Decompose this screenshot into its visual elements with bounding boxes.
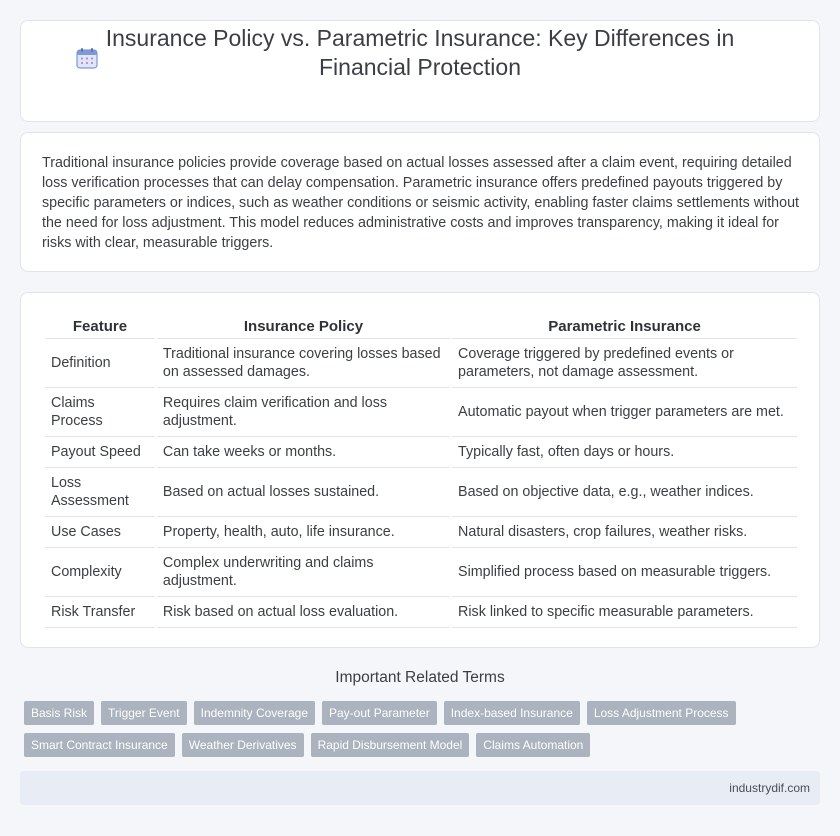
tag-loss-adjustment-process[interactable]: Loss Adjustment Process bbox=[587, 701, 736, 725]
policy-cell: Risk based on actual loss evaluation. bbox=[157, 597, 450, 628]
header-feature: Feature bbox=[45, 313, 155, 339]
footer-site[interactable]: industrydif.com bbox=[729, 781, 810, 795]
tag-claims-automation[interactable]: Claims Automation bbox=[476, 733, 590, 757]
feature-cell: Loss Assessment bbox=[45, 468, 155, 517]
feature-cell: Use Cases bbox=[45, 517, 155, 548]
footer bbox=[20, 771, 820, 805]
tag-smart-contract-insurance[interactable]: Smart Contract Insurance bbox=[24, 733, 175, 757]
parametric-cell: Coverage triggered by predefined events or parameters, not damage assessment. bbox=[452, 339, 797, 388]
tag-trigger-event[interactable]: Trigger Event bbox=[101, 701, 187, 725]
feature-cell: Payout Speed bbox=[45, 437, 155, 468]
intro-text: Traditional insurance policies provide coverage based on actual losses assessed after a claim event, requiring detailed loss verification processes that can delay compensation. Parametric insurance offers predefined payouts triggered by specific parameters or indices, such as weather conditions or seismic activity, enabling faster claims settlements without the need for loss adjustment. This model reduces administrative costs and improves transparency, making it ideal for risks with clear, measurable triggers. bbox=[42, 155, 799, 251]
table-row bbox=[45, 339, 797, 388]
policy-cell: Based on actual losses sustained. bbox=[157, 468, 450, 517]
table-row bbox=[45, 517, 797, 548]
comparison-table bbox=[43, 313, 799, 628]
table-row bbox=[45, 548, 797, 597]
table-header-row bbox=[45, 313, 797, 339]
related-terms-title: Important Related Terms bbox=[335, 669, 505, 686]
page-title: Insurance Policy vs. Parametric Insurance: Key Differences in Financial Protection bbox=[105, 25, 735, 80]
tag-basis-risk[interactable]: Basis Risk bbox=[24, 701, 94, 725]
policy-cell: Requires claim verification and loss adjustment. bbox=[157, 388, 450, 437]
header-insurance-policy: Insurance Policy bbox=[157, 313, 450, 339]
title-wrap bbox=[0, 24, 840, 82]
feature-cell: Definition bbox=[45, 339, 155, 388]
table-row bbox=[45, 437, 797, 468]
tag-indemnity-coverage[interactable]: Indemnity Coverage bbox=[194, 701, 315, 725]
comparison-table-card bbox=[20, 292, 820, 648]
tag-rapid-disbursement-model[interactable]: Rapid Disbursement Model bbox=[311, 733, 470, 757]
table-row bbox=[45, 388, 797, 437]
parametric-cell: Based on objective data, e.g., weather indices. bbox=[452, 468, 797, 517]
parametric-cell: Natural disasters, crop failures, weather risks. bbox=[452, 517, 797, 548]
tag-row bbox=[24, 733, 824, 757]
intro-card bbox=[20, 132, 820, 272]
tag-pay-out-parameter[interactable]: Pay-out Parameter bbox=[322, 701, 437, 725]
tag-row bbox=[24, 701, 824, 725]
feature-cell: Claims Process bbox=[45, 388, 155, 437]
policy-cell: Traditional insurance covering losses based on assessed damages. bbox=[157, 339, 450, 388]
parametric-cell: Typically fast, often days or hours. bbox=[452, 437, 797, 468]
header-parametric-insurance: Parametric Insurance bbox=[452, 313, 797, 339]
policy-cell: Complex underwriting and claims adjustment. bbox=[157, 548, 450, 597]
tag-index-based-insurance[interactable]: Index-based Insurance bbox=[444, 701, 580, 725]
related-terms-tags bbox=[24, 701, 824, 765]
table-row bbox=[45, 597, 797, 628]
feature-cell: Risk Transfer bbox=[45, 597, 155, 628]
table-row bbox=[45, 468, 797, 517]
policy-cell: Can take weeks or months. bbox=[157, 437, 450, 468]
parametric-cell: Simplified process based on measurable triggers. bbox=[452, 548, 797, 597]
tag-weather-derivatives[interactable]: Weather Derivatives bbox=[182, 733, 304, 757]
policy-cell: Property, health, auto, life insurance. bbox=[157, 517, 450, 548]
feature-cell: Complexity bbox=[45, 548, 155, 597]
parametric-cell: Risk linked to specific measurable parameters. bbox=[452, 597, 797, 628]
parametric-cell: Automatic payout when trigger parameters are met. bbox=[452, 388, 797, 437]
